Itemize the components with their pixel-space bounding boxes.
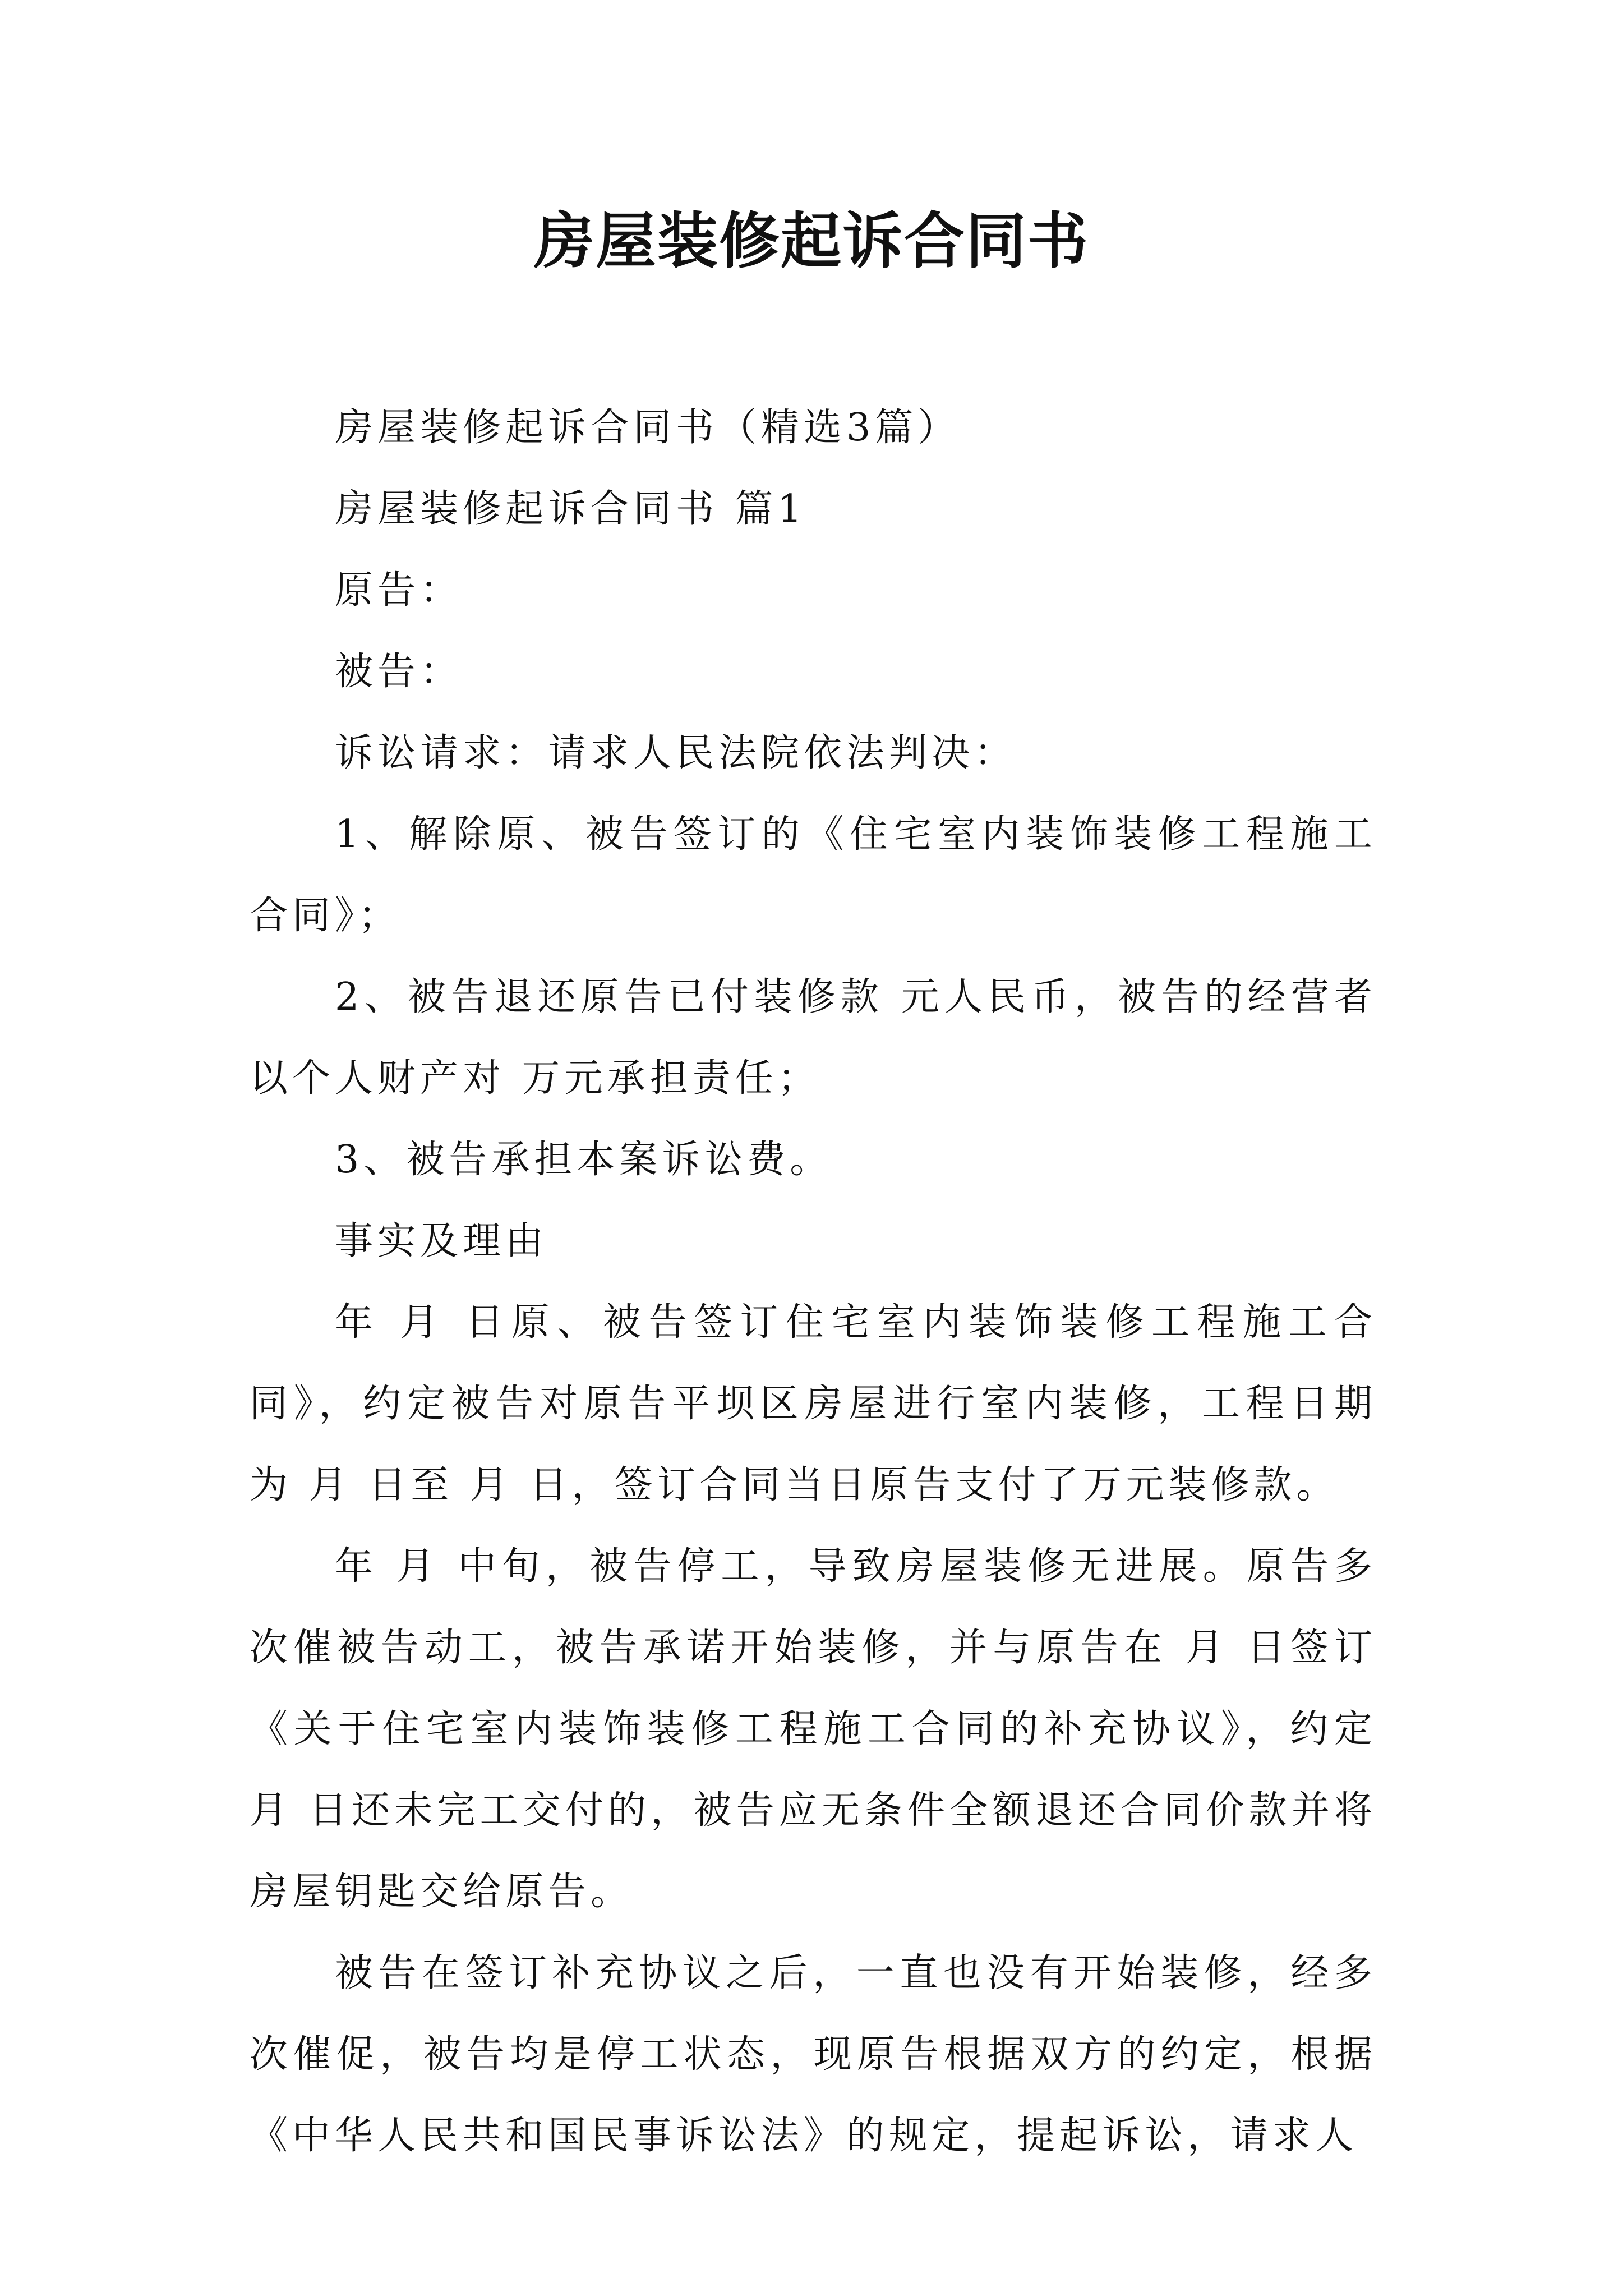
paragraph-facts-1: 年 月 日原、被告签订住宅室内装饰装修工程施工合同》，约定被告对原告平坝区房屋进行室内装修，工程日期为 月 日至 月 日，签订合同当日原告支付了万元装修款。 xyxy=(250,1300,1377,1507)
paragraph-claim-1: 1、解除原、被告签订的《住宅室内装饰装修工程施工合同》； xyxy=(250,812,1377,938)
paragraph-section-heading: 房屋装修起诉合同书 篇1 xyxy=(335,487,806,531)
paragraph-claim-2: 2、被告退还原告已付装修款 元人民币，被告的经营者以个人财产对 万元承担责任； xyxy=(250,975,1377,1101)
paragraph-claim-3: 3、被告承担本案诉讼费。 xyxy=(335,1138,833,1182)
document-body xyxy=(250,387,1377,2177)
paragraph-facts-heading: 事实及理由 xyxy=(335,1219,548,1263)
paragraph-subtitle: 房屋装修起诉合同书（精选3篇） xyxy=(335,406,961,450)
document-title: 房屋装修起诉合同书 xyxy=(533,206,1089,277)
paragraph-facts-2: 年 月 中旬，被告停工，导致房屋装修无进展。原告多次催被告动工，被告承诺开始装修，并与原告在 月 日签订《关于住宅室内装饰装修工程施工合同的补充协议》，约定月 日还未完工交付的，被告应无条件全额退还合同价款并将房屋钥匙交给原告。 xyxy=(250,1544,1377,1914)
paragraph-claims-intro: 诉讼请求：请求人民法院依法判决： xyxy=(335,731,1017,775)
paragraph-plaintiff: 原告： xyxy=(335,568,463,613)
paragraph-facts-3: 被告在签订补充协议之后，一直也没有开始装修，经多次催促，被告均是停工状态，现原告根据双方的约定，根据《中华人民共和国民事诉讼法》的规定，提起诉讼，请求人 xyxy=(250,1951,1377,2158)
paragraph-defendant: 被告： xyxy=(335,650,463,694)
